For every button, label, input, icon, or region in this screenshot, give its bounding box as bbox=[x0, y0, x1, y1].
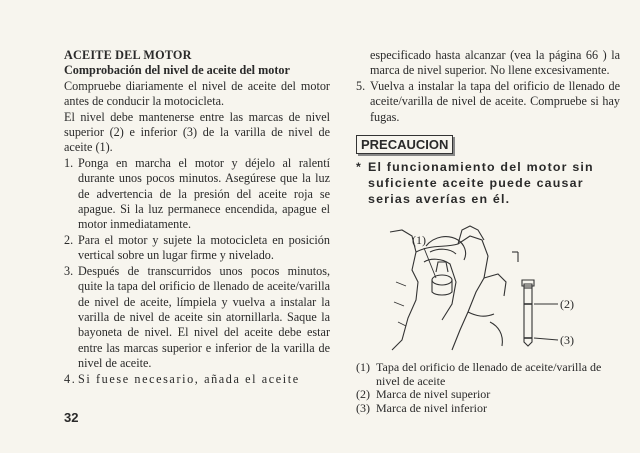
right-column bbox=[356, 48, 620, 207]
step-4 bbox=[64, 372, 330, 387]
asterisk-icon: * bbox=[356, 160, 363, 175]
page-number: 32 bbox=[64, 410, 79, 425]
step-5 bbox=[356, 79, 620, 125]
legend-text: Tapa del orificio de llenado de aceite/varilla de nivel de aceite bbox=[376, 360, 602, 388]
step-text: Para el motor y sujete la motocicleta en posición vertical sobre un lugar firme y nivelado. bbox=[78, 232, 330, 263]
intro-paragraph-1: Compruebe diariamente el nivel de aceite del motor antes de conducir la motocicleta. bbox=[64, 78, 330, 109]
legend-text: Marca de nivel superior bbox=[376, 387, 491, 402]
step-2 bbox=[64, 233, 330, 264]
step-number: 3. bbox=[64, 263, 74, 278]
figure-label-3: (3) bbox=[560, 333, 574, 347]
figure-legend bbox=[356, 361, 626, 415]
step-number: 4. bbox=[64, 371, 77, 386]
step-1 bbox=[64, 156, 330, 233]
legend-number: (3) bbox=[356, 400, 370, 415]
intro-paragraph-2: El nivel debe mantenerse entre las marcas de nivel superior (2) e inferior (3) de la varilla de nivel de aceite (1). bbox=[64, 109, 330, 155]
section-title: ACEITE DEL MOTOR bbox=[64, 48, 192, 62]
step-text: Si fuese necesario, añada el aceite bbox=[78, 371, 300, 386]
step-3 bbox=[64, 264, 330, 372]
step-number: 2. bbox=[64, 232, 74, 247]
legend-item bbox=[356, 361, 626, 388]
legend-text: Marca de nivel inferior bbox=[376, 400, 487, 415]
legend-number: (2) bbox=[356, 387, 370, 402]
caution-warning-text: El funcionamiento del motor sin suficiente aceite puede causar serias averías en él. bbox=[368, 160, 594, 206]
legend-number: (1) bbox=[356, 360, 370, 374]
caution-warning bbox=[356, 160, 620, 207]
step-4-continued: especificado hasta alcanzar (vea la página 66 ) la marca de nivel superior. No llene excesivamente. bbox=[370, 48, 620, 78]
dipstick-illustration bbox=[372, 222, 582, 352]
left-column bbox=[64, 48, 330, 387]
step-number: 1. bbox=[64, 155, 74, 170]
figure-label-1: (1) bbox=[412, 233, 426, 247]
legend-item bbox=[356, 388, 626, 402]
section-subtitle: Comprobación del nivel de aceite del motor bbox=[64, 63, 290, 78]
caution-heading: PRECAUCION bbox=[356, 135, 453, 154]
step-text: Vuelva a instalar la tapa del orificio de llenado de aceite/varilla de nivel de aceite. Compruebe si hay fugas. bbox=[370, 78, 620, 124]
step-text: Después de transcurridos unos pocos minutos, quite la tapa del orificio de llenado de aceite/varilla de nivel de aceite, límpiela y vuelva a instalar la varilla de nivel de aceite sin atornillarla. Saque la bayoneta de nivel. El nivel del aceite debe estar entre las marcas superior e inferior de la varilla de nivel de aceite. bbox=[78, 263, 330, 371]
legend-item bbox=[356, 402, 626, 416]
figure-label-2: (2) bbox=[560, 297, 574, 311]
step-number: 5. bbox=[356, 78, 366, 93]
step-text: Ponga en marcha el motor y déjelo al ralentí durante unos pocos minutos. Asegúrese que la luz de advertencia de la presión del aceite roja se apague. Si la luz permanece encendida, apague el motor inmediatamente. bbox=[78, 155, 330, 232]
